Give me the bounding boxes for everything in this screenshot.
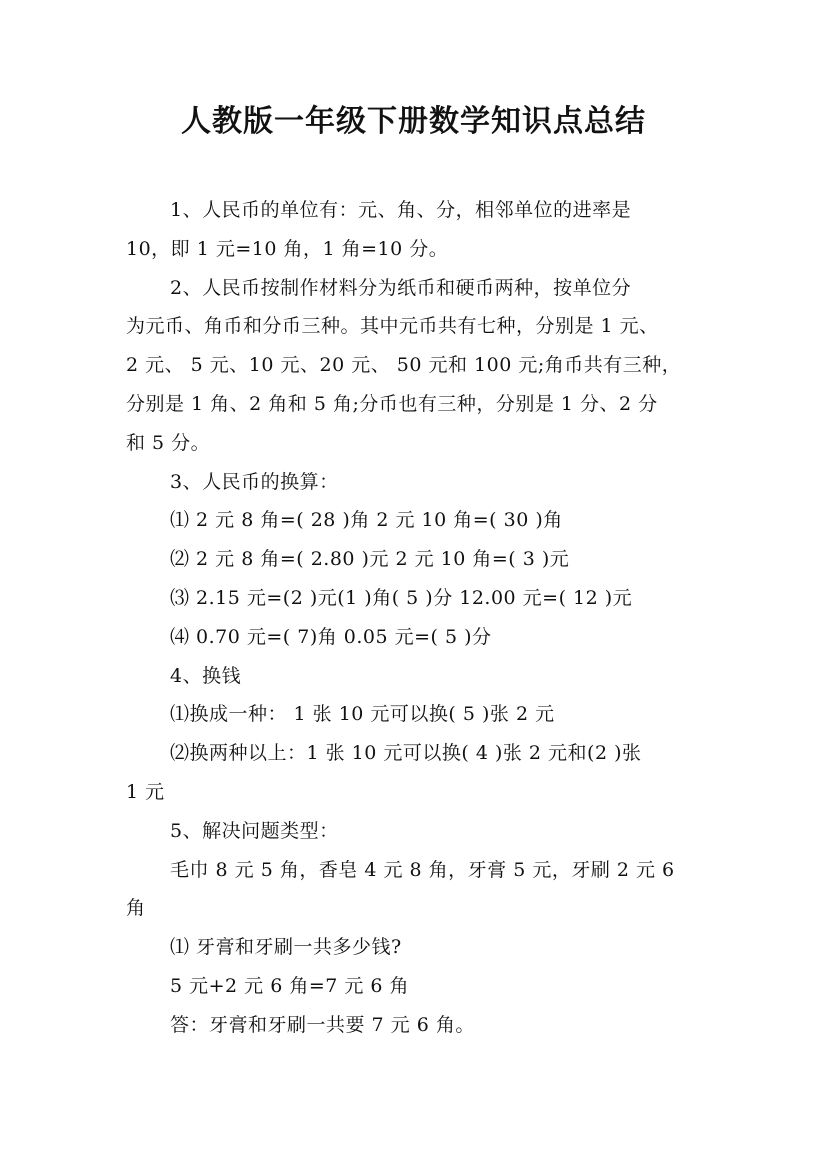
text-line: 答：牙膏和牙刷一共要 7 元 6 角。 [170,1013,475,1036]
text-line: 3、人民币的换算： [170,470,339,493]
text-line: 2、人民币按制作材料分为纸币和硬币两种，按单位分 [170,276,632,299]
text-line: 毛巾 8 元 5 角，香皂 4 元 8 角，牙膏 5 元，牙刷 2 元 6 [170,858,675,881]
text-line: 1、人民币的单位有：元、角、分，相邻单位的进率是 [170,199,632,221]
text-line: 分别是 1 角、2 角和 5 角;分币也有三种，分别是 1 分、2 分 [126,392,658,415]
text-line: 1 元 [126,780,165,803]
text-line: 角 [126,897,146,920]
text-line: ⑴换成一种： 1 张 10 元可以换( 5 )张 2 元 [170,703,555,726]
text-line: 5 元+2 元 6 角=7 元 6 角 [170,974,410,997]
text-line: ⑵换两种以上：1 张 10 元可以换( 4 )张 2 元和(2 )张 [170,742,642,765]
text-line: ⑵ 2 元 8 角=( 2.80 )元 2 元 10 角=( 3 )元 [170,548,570,571]
text-line: ⑴ 2 元 8 角=( 28 )角 2 元 10 角=( 30 )角 [170,509,563,532]
text-line: ⑴ 牙膏和牙刷一共多少钱? [170,936,402,959]
text-line: 5、解决问题类型： [170,819,339,842]
text-line: 10，即 1 元=10 角，1 角=10 分。 [126,237,449,260]
document-body [126,191,706,1045]
text-line: ⑷ 0.70 元=( 7)角 0.05 元=( 5 )分 [170,625,492,648]
text-line: ⑶ 2.15 元=(2 )元(1 )角( 5 )分 12.00 元=( 12 )元 [170,586,633,609]
text-line: 为元币、角币和分币三种。其中元币共有七种，分别是 1 元、 [126,315,659,338]
document-title: 人教版一年级下册数学知识点总结 [181,104,646,139]
text-line: 2 元、 5 元、10 元、20 元、 50 元和 100 元;角币共有三种， [126,354,682,377]
text-line: 和 5 分。 [126,431,211,454]
text-line: 4、换钱 [170,664,242,687]
